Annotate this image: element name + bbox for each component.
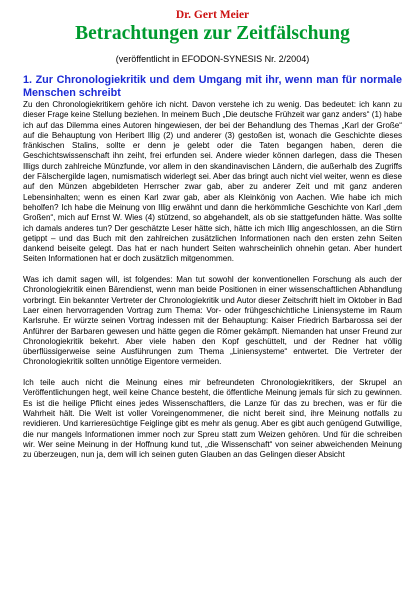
section-heading: 1. Zur Chronologiekritik und dem Umgang mit ihr, wenn man für normale Menschen schreibt [23,74,402,99]
body-paragraph-2: Was ich damit sagen will, ist folgendes: Man tut sowohl der konventionellen Forschung als auch der Chronologiekritik einen Bärendienst, wenn man beide Positionen in einer wissenschaftlichen Abhandlung vorbringt. Ein bekannter Vertreter der Chronologiekritik und Autor dieser Zeitschrift hielt im Oktober in Bad Laer einen hervorragenden Vortrag zum Thema: Vor- oder frühgeschichtliche Liniensysteme im Raum Karlsruhe. Er würzte seinen Vortrag indessen mit der Behauptung: Kaiser Friedrich Barbarossa sei der Anführer der Barbaren gewesen und hätte gegen die Römer gekämpft. Niemanden hat unser Freund zur Chronologiekritik bekehrt. Aber viele haben den Kopf geschüttelt, und der Redner hat völlig überflüssigerweise seine Ausführungen zum Thema „Liniensysteme“ entwertet. Die Vertreter der Chronologiekritik sollten unnötige Eigentore vermeiden. [23,275,402,367]
publication-note: (veröffentlicht in EFODON-SYNESIS Nr. 2/2004) [115,54,310,64]
body-paragraph-3: Ich teile auch nicht die Meinung eines mir befreundeten Chronologiekritikers, der Skrupel an Veröffentlichungen hegt, weil keine Chance besteht, die öffentliche Meinung jemals für sich zu gewinnen. Es ist die heilige Pflicht eines jedes Wissenschaftlers, die Lanze für das zu brechen, was er für die Wahrheit hält. Die Welt ist voller Voreingenommener, die nicht bereit sind, ihre Meinung notfalls zu revidieren. Und karrieresüchtige Feiglinge gibt es mehr als genug. Aber es gibt auch genügend Gutwillige, die nur mangels Informationen immer noch zur Spreu statt zum Weizen gehören. Und für die schreiben wir. Wer seine Meinung in der Hoffnung kund tut, „die Wissenschaft“ von seiner abweichenden Meinung zu überzeugen, nun ja, dem will ich seinen guten Glauben an das Gelingen dieser Absicht [23,378,402,460]
body-paragraph-1: Zu den Chronologiekritikern gehöre ich nicht. Davon verstehe ich zu wenig. Das bedeutet: ich kann zu dieser Frage keine Stellung beziehen. In meinem Buch „Die deutsche Frühzeit war ganz anders“ (1) habe ich auf das Dilemma eines Autoren hingewiesen, der bei der Behandlung des Themas „Karl der Große“ auf die Behauptung von Heribert Illig (2) und anderer (3) gestoßen ist, wonach die Geschichte dieses fränkischen Stalins, sollte er denn je gelebt oder die Taten begangen haben, deren die Geschichtswissenschaft ihn zeiht, frei erfunden sei. Andere wieder können darlegen, dass die Thesen Illigs durch zahlreiche Münzfunde, vor allem in den skandinavischen Ländern, die außerhalb des Zugriffs der Fälschergilde lagen, numismatisch widerlegt sei. Aber das bringt auch nicht viel weiter, wenn es diese auf den Münzen abgebildeten Herrscher zwar gab, aber zu anderer Zeit und mit ganz anderen Lebensinhalten; wenn es einen Karl zwar gab, aber als Kleinkönig von Aachen. Wie habe ich mich beholfen? Ich habe die Meinung von Illig erwähnt und dann die herkömmliche Geschichte von Karl „dem Großen“, mich auf Ernst W. Wies (4) stützend, so abgehandelt, als ob sie stattgefunden hätte. Was sollte ich damals anderes tun? Der geschätzte Leser hätte sich, hätte ich mich Illig angeschlossen, an die Stirn getippt – und das Buch mit den zahlreichen zusätzlichen Informationen nach den ersten zehn Seiten dankend beiseite gelegt. Das hat er nach hundert Seiten wahrscheinlich ohnehin getan. Aber hundert Seiten Informationen hat er doch zusätzlich mitgenommen. [23,100,402,264]
document-title: Betrachtungen zur Zeitfälschung [75,23,350,44]
author-name: Dr. Gert Meier [175,9,250,21]
